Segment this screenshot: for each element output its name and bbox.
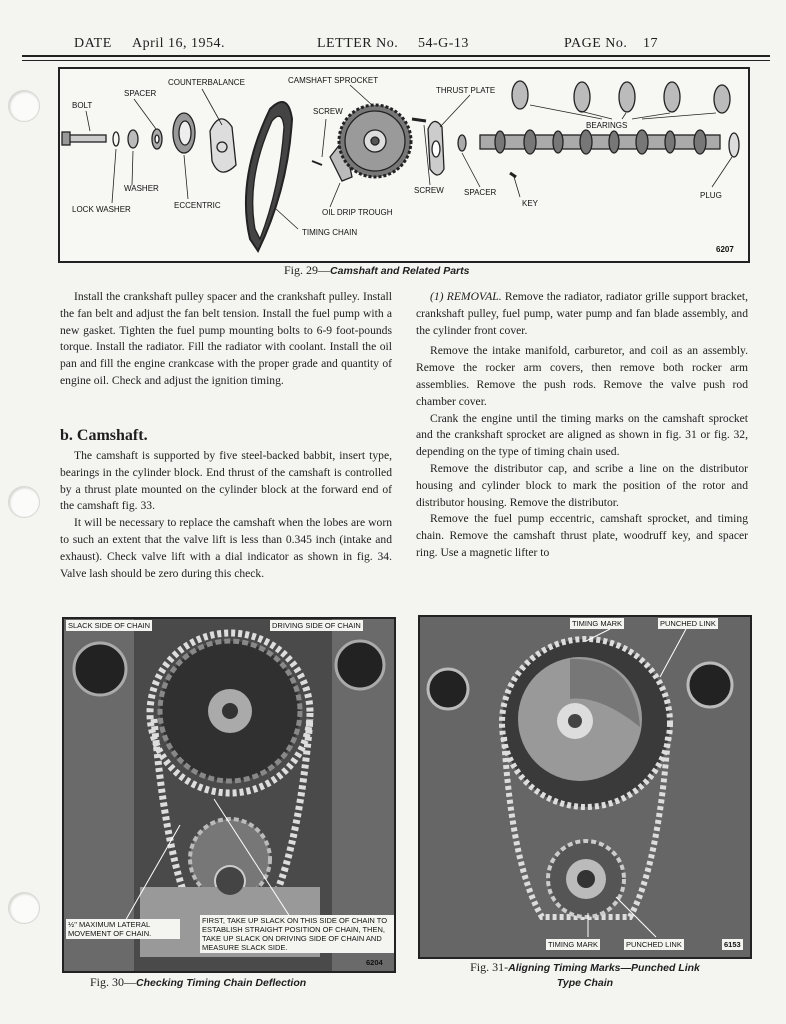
figure-29-box bbox=[58, 67, 750, 263]
figure-31-caption bbox=[440, 960, 730, 990]
right-column bbox=[416, 289, 748, 562]
binder-hole-middle bbox=[8, 486, 40, 518]
right-paragraph-3: Crank the engine until the timing marks on the camshaft sprocket and the crankshaft sprocket are aligned as shown in fig. 31 or fig. 32, depending on the type of timing chain used. bbox=[416, 411, 748, 459]
label-bolt: BOLT bbox=[72, 101, 93, 110]
figure-29-caption-title: Camshaft and Related Parts bbox=[330, 265, 470, 277]
label-driving-side: DRIVING SIDE OF CHAIN bbox=[272, 621, 361, 630]
label-spacer-bottom: SPACER bbox=[464, 188, 497, 197]
label-screw-bottom: SCREW bbox=[414, 186, 444, 195]
figure-29-caption-number: Fig. 29— bbox=[284, 263, 331, 277]
label-first-take-up-slack: FIRST, TAKE UP SLACK ON THIS SIDE OF CHAIN TO ESTABLISH STRAIGHT POSITION OF CHAIN, THEN, TAKE UP SLACK ON DRIVING SIDE OF CHAIN AND MEASURE SLACK SIDE. bbox=[200, 915, 394, 953]
label-camshaft-sprocket: CAMSHAFT SPROCKET bbox=[288, 76, 379, 85]
letter-label: LETTER No. bbox=[317, 36, 399, 51]
left-column-camshaft bbox=[60, 448, 392, 582]
binder-hole-bottom bbox=[8, 892, 40, 924]
label-plug: PLUG bbox=[700, 191, 722, 200]
label-oil-drip-trough: OIL DRIP TROUGH bbox=[322, 208, 393, 217]
header-rule-top bbox=[22, 55, 770, 57]
left-paragraph-2: The camshaft is supported by five steel-backed babbit, insert type, bearings in the cylinder block. End thrust of the camshaft is controlled by a thrust plate mounted on the cylinder block at the forward end of the camshaft fig. 33. bbox=[60, 449, 392, 513]
label-punched-link-bottom: PUNCHED LINK bbox=[626, 940, 682, 949]
right-paragraph-1 bbox=[416, 289, 748, 339]
left-paragraph-1: Install the crankshaft pulley spacer and the crankshaft pulley. Install the fan belt and adjust the fan belt tension. Install the fuel pump with a new gasket. Tighten the fuel pump mounting bolts to 6-9 foot-pounds torque. Install the radiator. Fill the radiator with coolant. Install the oil pan and fill the engine crankcase with the proper grade and quantity of engine oil. Check and adjust the ignition timing. bbox=[60, 290, 392, 387]
right-paragraph-2: Remove the intake manifold, carburetor, and coil as an assembly. Remove the rocker arm covers, then remove both rocker arm assemblies. Remove the push rods. Remove the valve push rod chamber cover. bbox=[416, 344, 748, 408]
label-counterbalance: COUNTERBALANCE bbox=[168, 78, 245, 87]
figure-30-caption bbox=[90, 975, 306, 990]
camshaft-parts-illustration bbox=[60, 69, 748, 261]
label-timing-mark-bottom: TIMING MARK bbox=[548, 940, 598, 949]
date-label: DATE bbox=[74, 36, 112, 51]
figure-30-caption-number: Fig. 30— bbox=[90, 975, 137, 989]
figure-30-number: 6204 bbox=[366, 958, 383, 967]
label-timing-chain: TIMING CHAIN bbox=[302, 228, 358, 237]
left-column bbox=[60, 289, 392, 390]
figure-31-caption-title-line2: Type Chain bbox=[556, 977, 614, 989]
label-timing-mark-top: TIMING MARK bbox=[572, 619, 622, 628]
section-heading-camshaft: b. Camshaft. bbox=[60, 427, 148, 444]
right-paragraph-5: Remove the fuel pump eccentric, camshaft sprocket, and timing chain. Remove the camshaft thrust plate, woodruff key, and spacer ring. Use a magnetic lifter to bbox=[416, 512, 748, 559]
figure-30-caption-title: Checking Timing Chain Deflection bbox=[136, 977, 307, 989]
label-slack-side: SLACK SIDE OF CHAIN bbox=[68, 621, 151, 630]
label-key: KEY bbox=[522, 199, 539, 208]
left-paragraph-3: It will be necessary to replace the camshaft when the lobes are worn to such an extent that the valve lift is less than 0.345 inch (intake and exhaust). Check valve lift with a dial indicator as shown in fig. 34. Valve lash should be zero during this check. bbox=[60, 516, 392, 580]
page-value: 17 bbox=[643, 36, 658, 51]
figure-29-number: 6207 bbox=[716, 245, 734, 254]
right-paragraph-1-text: Remove the radiator, radiator grille support bracket, crankshaft pulley, fuel pump, water pump and fan blade assembly, and the cylinder front cover. bbox=[416, 290, 748, 337]
label-spacer-top: SPACER bbox=[124, 89, 157, 98]
letter-value: 54-G-13 bbox=[418, 36, 469, 51]
timing-marks-aligned-photo bbox=[420, 617, 750, 957]
label-lock-washer: LOCK WASHER bbox=[72, 205, 131, 214]
figure-30-photo bbox=[62, 617, 396, 973]
label-thrust-plate: THRUST PLATE bbox=[436, 86, 496, 95]
header-rule-bottom bbox=[22, 60, 770, 61]
right-paragraph-4: Remove the distributor cap, and scribe a line on the distributor housing and cylinder block to mark the position of the rotor and distributor housing. Remove the distributor. bbox=[416, 461, 748, 509]
label-half-inch-movement: ½" MAXIMUM LATERAL MOVEMENT OF CHAIN. bbox=[66, 919, 180, 939]
date-value: April 16, 1954. bbox=[132, 36, 226, 51]
label-punched-link-top: PUNCHED LINK bbox=[660, 619, 716, 628]
page-label: PAGE No. bbox=[564, 36, 628, 51]
binder-hole-top bbox=[8, 90, 40, 122]
figure-31-caption-title: Aligning Timing Marks—Punched Link bbox=[508, 962, 700, 974]
label-bearings: BEARINGS bbox=[586, 121, 628, 130]
label-eccentric: ECCENTRIC bbox=[174, 201, 221, 210]
figure-31-caption-number: Fig. 31- bbox=[470, 960, 509, 974]
figure-31-number: 6153 bbox=[724, 940, 741, 949]
figure-31-photo bbox=[418, 615, 752, 959]
figure-29-caption bbox=[284, 263, 469, 278]
removal-lead: (1) REMOVAL. bbox=[430, 290, 502, 303]
label-screw-top: SCREW bbox=[313, 107, 343, 116]
label-washer: WASHER bbox=[124, 184, 159, 193]
